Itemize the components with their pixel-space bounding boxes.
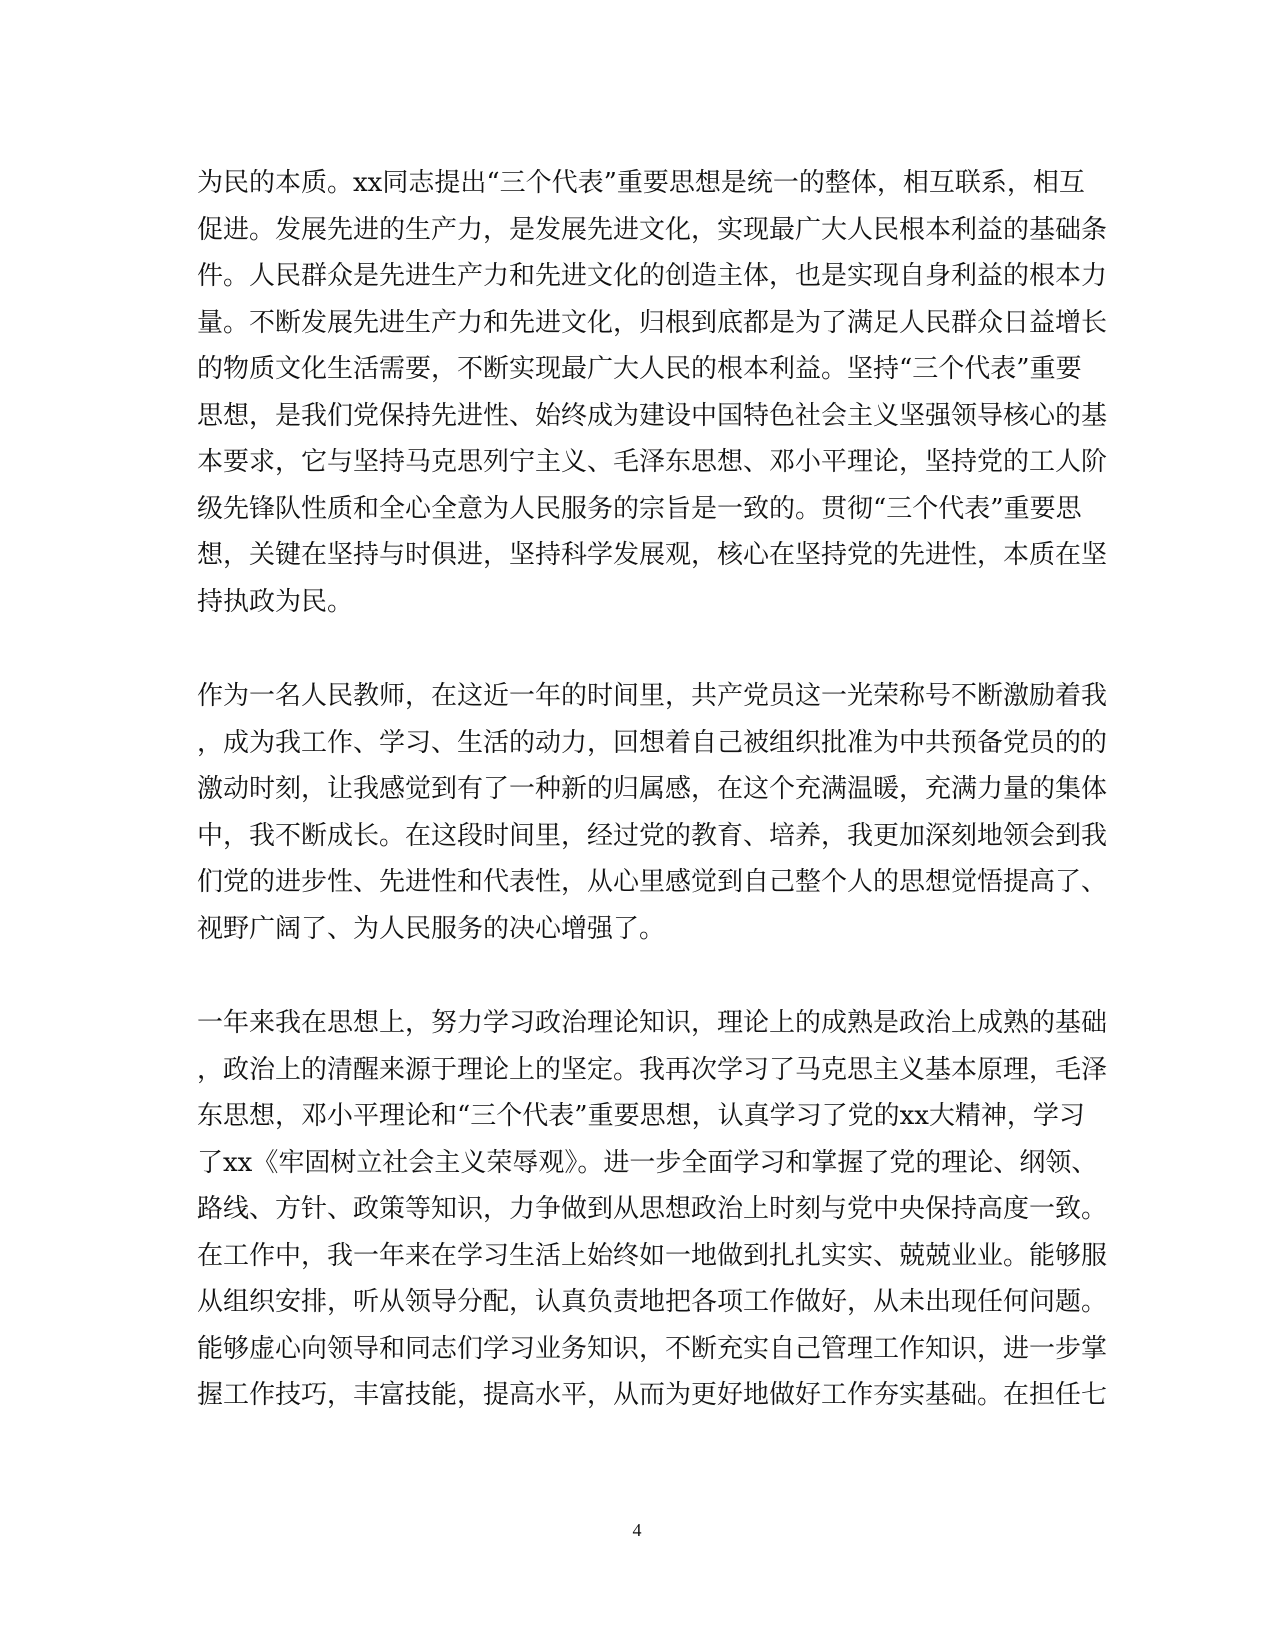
page-number: 4 <box>632 1520 642 1540</box>
text-line: 思想，是我们党保持先进性、始终成为建设中国特色社会主义坚强领导核心的基 <box>197 400 1108 431</box>
paragraph-spacer <box>197 952 1077 1000</box>
text-line: 的物质文化生活需要，不断实现最广大人民的根本利益。坚持“三个代表”重要 <box>197 354 1082 384</box>
text-line: 在工作中，我一年来在学习生活上始终如一地做到扎扎实实、兢兢业业。能够服 <box>197 1240 1108 1271</box>
paragraph-3 <box>197 1000 1108 1419</box>
text-line: 作为一名人民教师，在这近一年的时间里，共产党员这一光荣称号不断激励着我 <box>197 681 1108 711</box>
text-line: 从组织安排，听从领导分配，认真负责地把各项工作做好，从未出现任何问题。 <box>197 1287 1108 1317</box>
paragraph-2 <box>197 673 1108 952</box>
paragraph-spacer <box>197 625 1077 673</box>
text-line: 促进。发展先进的生产力，是发展先进文化，实现最广大人民根本利益的基础条 <box>197 214 1108 245</box>
text-line: ，成为我工作、学习、生活的动力，回想着自己被组织批准为中共预备党员的的 <box>197 727 1108 758</box>
text-line: 件。人民群众是先进生产力和先进文化的创造主体，也是实现自身利益的根本力 <box>197 261 1108 291</box>
text-line: 量。不断发展先进生产力和先进文化，归根到底都是为了满足人民群众日益增长 <box>197 307 1108 338</box>
text-line: 中，我不断成长。在这段时间里，经过党的教育、培养，我更加深刻地领会到我 <box>197 820 1108 851</box>
text-line: 东思想，邓小平理论和“三个代表”重要思想，认真学习了党的xx大精神，学习 <box>197 1101 1085 1131</box>
text-line: 们党的进步性、先进性和代表性，从心里感觉到自己整个人的思想觉悟提高了、 <box>197 867 1108 897</box>
text-line: 为民的本质。xx同志提出“三个代表”重要思想是统一的整体，相互联系，相互 <box>197 168 1085 198</box>
paragraph-1 <box>197 160 1108 625</box>
text-line: 想，关键在坚持与时俱进，坚持科学发展观，核心在坚持党的先进性，本质在坚 <box>197 540 1108 570</box>
text-line: 路线、方针、政策等知识，力争做到从思想政治上时刻与党中央保持高度一致。 <box>197 1194 1108 1224</box>
text-line: 级先锋队性质和全心全意为人民服务的宗旨是一致的。贯彻“三个代表”重要思 <box>197 493 1082 524</box>
text-line: 能够虚心向领导和同志们学习业务知识，不断充实自己管理工作知识，进一步掌 <box>197 1333 1108 1364</box>
text-line: 持执政为民。 <box>197 586 354 617</box>
text-line: 一年来我在思想上，努力学习政治理论知识，理论上的成熟是政治上成熟的基础 <box>197 1008 1108 1038</box>
text-line: 了xx《牢固树立社会主义荣辱观》。进一步全面学习和掌握了党的理论、纲领、 <box>197 1147 1098 1178</box>
text-line: 握工作技巧，丰富技能，提高水平，从而为更好地做好工作夯实基础。在担任七 <box>197 1380 1108 1410</box>
text-line: ，政治上的清醒来源于理论上的坚定。我再次学习了马克思主义基本原理，毛泽 <box>197 1054 1108 1085</box>
text-line: 本要求，它与坚持马克思列宁主义、毛泽东思想、邓小平理论，坚持党的工人阶 <box>197 447 1108 477</box>
text-line: 视野广阔了、为人民服务的决心增强了。 <box>197 913 666 944</box>
text-line: 激动时刻，让我感觉到有了一种新的归属感，在这个充满温暖，充满力量的集体 <box>197 774 1108 804</box>
document-body <box>197 160 1108 1419</box>
